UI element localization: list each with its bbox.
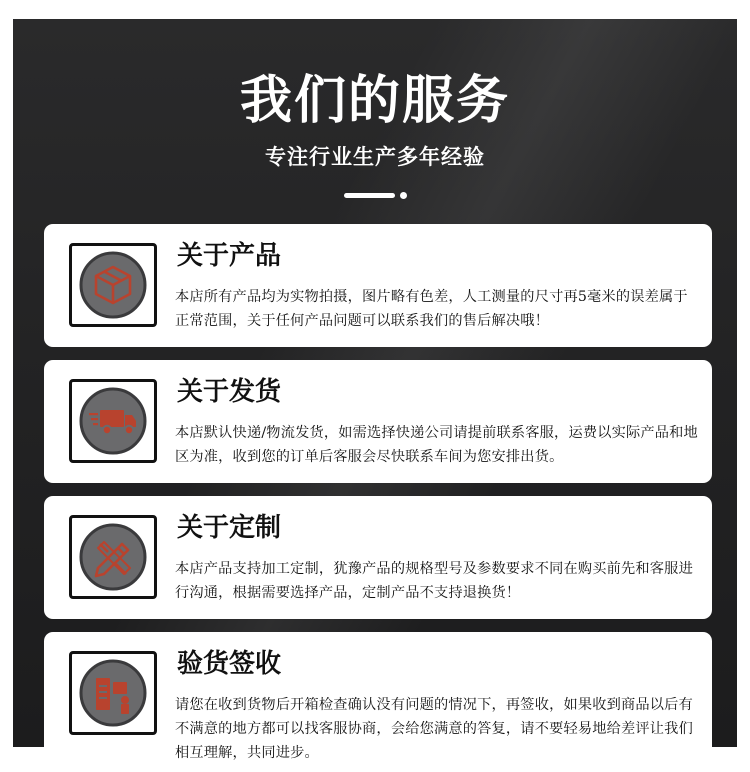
card-title: 关于定制 — [177, 513, 282, 543]
card-description: 本店产品支持加工定制，犹豫产品的规格型号及参数要求不同在购买前先和客服进行沟通，根据需要选择产品，定制产品不支持退换货！ — [175, 561, 693, 601]
service-card-custom — [44, 496, 712, 619]
inspection-sign-icon — [78, 658, 148, 728]
card-description: 本店默认快递/物流发货，如需选择快递公司请提前联系客服，运费以实际产品和地区为准，收到您的订单后客服会尽快联系车间为您安排出货。 — [175, 425, 698, 465]
service-card-shipping — [44, 360, 712, 483]
card-title: 验货签收 — [177, 649, 282, 679]
icon-frame — [69, 515, 157, 599]
services-panel — [13, 19, 737, 761]
icon-frame — [69, 651, 157, 735]
card-description: 请您在收到货物后开箱检查确认没有问题的情况下，再签收，如果收到商品以后有不满意的地方都可以找客服协商，会给您满意的答复，请不要轻易地给差评让我们相互理解，共同进步。 — [175, 697, 693, 761]
service-card-inspection — [44, 632, 712, 772]
divider-dot — [400, 192, 407, 199]
pencil-ruler-icon — [78, 522, 148, 592]
package-box-icon — [78, 250, 148, 320]
card-title: 关于产品 — [177, 241, 282, 271]
card-title: 关于发货 — [177, 377, 282, 407]
icon-frame — [69, 243, 157, 327]
card-description: 本店所有产品均为实物拍摄，图片略有色差，人工测量的尺寸再5毫米的误差属于正常范围，关于任何产品问题可以联系我们的售后解决哦！ — [175, 289, 688, 329]
delivery-truck-icon — [78, 386, 148, 456]
page-title: 我们的服务 — [239, 70, 510, 131]
divider-bar — [344, 193, 395, 198]
service-card-product — [44, 224, 712, 347]
icon-frame — [69, 379, 157, 463]
page-subtitle: 专注行业生产多年经验 — [265, 144, 485, 169]
